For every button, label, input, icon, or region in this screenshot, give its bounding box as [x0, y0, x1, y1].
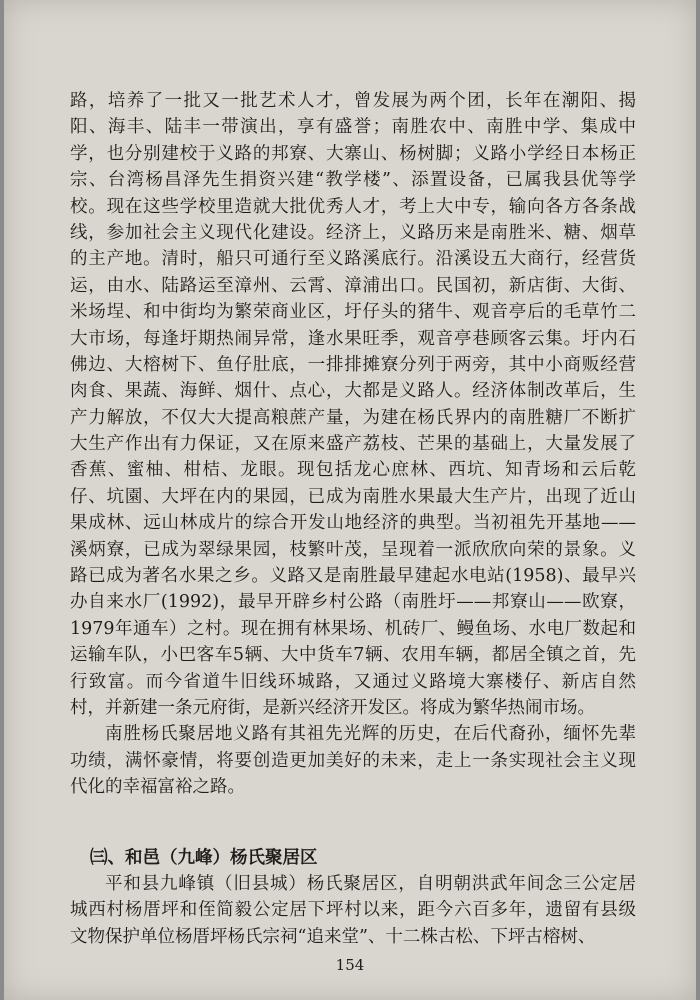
body-text [70, 88, 636, 950]
text-line: 果成林、远山林成片的综合开发山地经济的典型。当初祖先开基地—— [70, 513, 636, 534]
text-line: 城西村杨厝坪和侄简毅公定居下坪村以来，距今六百多年，遗留有县级 [70, 900, 636, 921]
text-line: 校。现在这些学校里造就大批优秀人才，考上大中专，输向各方各条战 [70, 196, 636, 217]
text-line: 肉食、果蔬、海鲜、烟什、点心，大都是义路人。经济体制改革后，生 [70, 381, 636, 402]
section-heading: ㈢、和邑（九峰）杨氏聚居区 [90, 847, 318, 868]
text-line: 文物保护单位杨厝坪杨氏宗祠“追来堂”、十二株古松、下坪古榕树、 [70, 926, 596, 947]
text-line: 线，参加社会主义现代化建设。经济上，义路历来是南胜米、糖、烟草 [70, 222, 636, 243]
text-line: 功绩，满怀豪情，将要创造更加美好的未来，走上一条实现社会主义现 [70, 750, 636, 771]
text-line: 的主产地。清时，船只可通行至义路溪底行。沿溪设五大商行，经营货 [70, 249, 636, 270]
text-line: 代化的幸福富裕之路。 [70, 777, 245, 798]
text-line: 1979年通车）之村。现在拥有林果场、机砖厂、鳗鱼场、水电厂数起和 [70, 618, 636, 639]
text-line: 产力解放，不仅大大提高粮蔗产量，为建在杨氏界内的南胜糖厂不断扩 [70, 407, 636, 428]
paragraph-3 [70, 871, 636, 950]
section-gap [70, 801, 636, 845]
paragraph-2 [70, 721, 636, 800]
paragraph-1 [70, 88, 636, 721]
text-line: 米场埕、和中街均为繁荣商业区，圩仔头的猪牛、观音亭后的毛草竹二 [70, 302, 636, 323]
page-number: 154 [335, 956, 365, 974]
text-line: 大生产作出有力保证，又在原来盛产荔枝、芒果的基础上，大量发展了 [70, 434, 636, 455]
text-line: 路已成为著名水果之乡。义路又是南胜最早建起水电站(1958)、最早兴 [70, 566, 636, 587]
text-line: 路，培养了一批又一批艺术人才，曾发展为两个团，长年在潮阳、揭 [70, 91, 636, 111]
text-line: 阳、海丰、陆丰一带演出，享有盛誉；南胜农中、南胜中学、集成中 [70, 117, 636, 138]
text-line: 香蕉、蜜柚、柑桔、龙眼。现包括龙心庶林、西坑、知青场和云后乾 [70, 460, 636, 481]
text-line: 村，并新建一条元府街，是新兴经济开发区。将成为繁华热闹市场。 [70, 697, 595, 718]
text-line: 大市场，每逢圩期热闹异常，逢水果旺季，观音亭巷顾客云集。圩内石 [70, 328, 636, 349]
text-line: 学，也分别建校于义路的邦寮、大寨山、杨树脚；义路小学经日本杨正 [70, 143, 636, 164]
text-line: 宗、台湾杨昌泽先生捐资兴建“教学楼”、添置设备，已属我县优等学 [70, 170, 636, 191]
text-line: 行致富。而今省道牛旧线环城路，又通过义路境大寨楼仔、新店自然 [70, 671, 636, 692]
book-page [4, 0, 696, 1000]
text-line: 平和县九峰镇（旧县城）杨氏聚居区，自明朝洪武年间念三公定居 [105, 873, 636, 894]
text-line: 运输车队，小巴客车5辆、大中货车7辆、农用车辆，都居全镇之首，先 [70, 645, 636, 666]
text-line: 溪炳寮，已成为翠绿果园，枝繁叶茂，呈现着一派欣欣向荣的景象。义 [70, 539, 636, 560]
text-line: 办自来水厂(1992)，最早开辟乡村公路（南胜圩——邦寮山——欧寮， [70, 592, 636, 613]
text-line: 仔、坑園、大坪在内的果园，已成为南胜水果最大生产片，出现了近山 [70, 486, 636, 507]
text-line: 运，由水、陆路运至漳州、云霄、漳浦出口。民国初，新店街、大街、 [70, 275, 636, 296]
text-line: 南胜杨氏聚居地义路有其祖先光辉的历史，在后代裔孙，缅怀先辈 [105, 724, 636, 745]
text-line: 佛边、大榕树下、鱼仔肚底，一排排摊寮分列于两旁，其中小商贩经营 [70, 354, 636, 375]
